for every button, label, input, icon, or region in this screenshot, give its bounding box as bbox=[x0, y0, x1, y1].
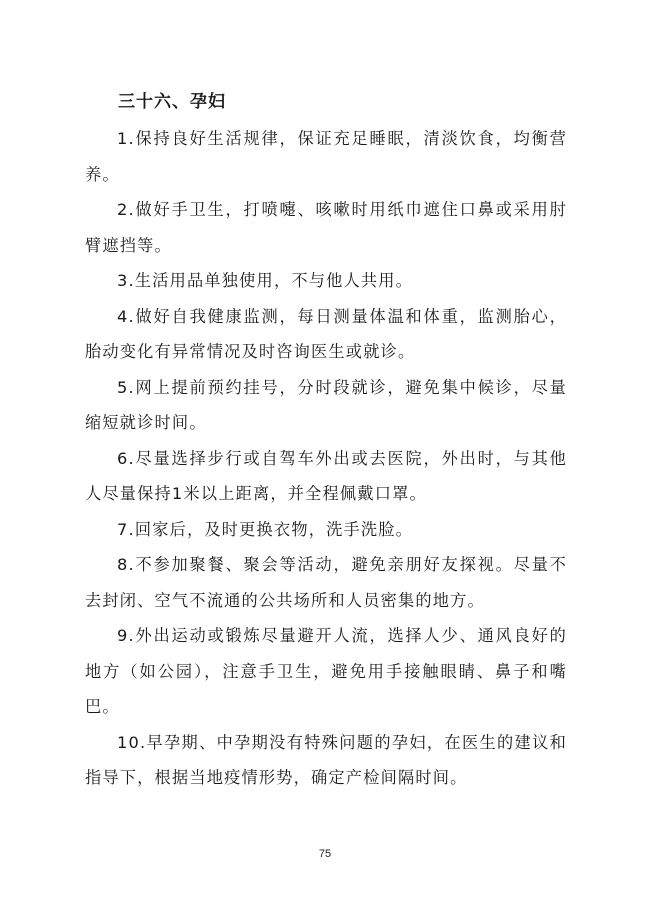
page-number: 75 bbox=[318, 848, 332, 860]
advice-item-3: 3.生活用品单独使用，不与他人共用。 bbox=[117, 271, 414, 290]
advice-item-4: 4.做好自我健康监测，每日测量体温和体重，监测胎心，胎动变化有异常情况及时咨询医生或就诊。 bbox=[85, 306, 567, 361]
advice-item-7: 7.回家后，及时更换衣物，洗手洗脸。 bbox=[117, 519, 414, 539]
advice-list bbox=[85, 121, 567, 796]
advice-item-2: 2.做好手卫生，打喷嚏、咳嗽时用纸巾遮住口鼻或采用肘臂遮挡等。 bbox=[85, 200, 567, 255]
advice-item-8: 8.不参加聚餐、聚会等活动，避免亲朋好友探视。尽量不去封闭、空气不流通的公共场所和人员密集的地方。 bbox=[85, 555, 567, 610]
advice-item-6: 6.尽量选择步行或自驾车外出或去医院，外出时，与其他人尽量保持1米以上距离，并全程佩戴口罩。 bbox=[85, 448, 567, 503]
advice-item-9: 9.外出运动或锻炼尽量避开人流，选择人少、通风良好的地方（如公园），注意手卫生，避免用手接触眼睛、鼻子和嘴巴。 bbox=[85, 626, 567, 716]
advice-item-5: 5.网上提前预约挂号，分时段就诊，避免集中候诊，尽量缩短就诊时间。 bbox=[85, 377, 567, 432]
advice-item-1: 1.保持良好生活规律，保证充足睡眠，清淡饮食，均衡营养。 bbox=[85, 129, 567, 184]
section-heading: 三十六、孕妇 bbox=[118, 92, 226, 112]
advice-item-10: 10.早孕期、中孕期没有特殊问题的孕妇，在医生的建议和指导下，根据当地疫情形势，确定产检间隔时间。 bbox=[85, 732, 567, 787]
